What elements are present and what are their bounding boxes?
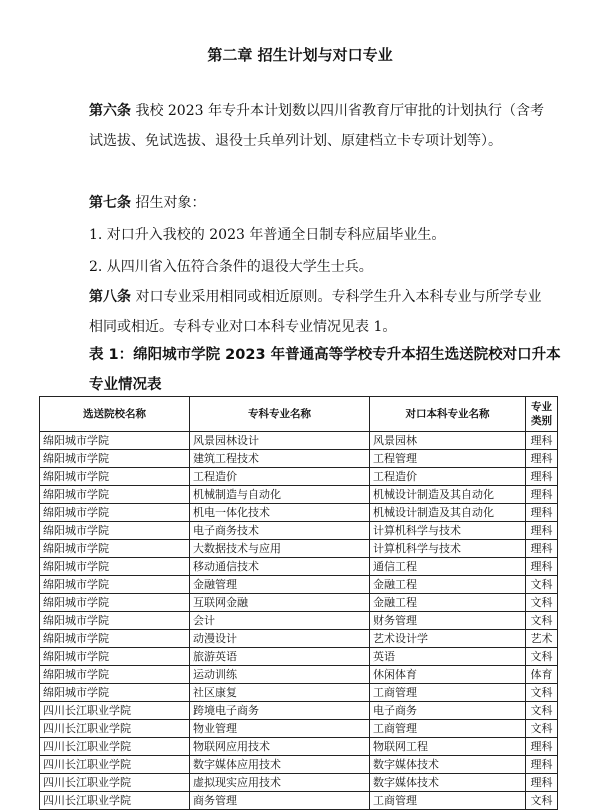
major-mapping-table [39,396,558,810]
cell-junior-major: 移动通信技术 [190,558,370,576]
cell-bachelor-major: 艺术设计学 [370,630,526,648]
cell-junior-major: 金融管理 [190,576,370,594]
table-row [40,684,558,702]
cell-junior-major: 大数据技术与应用 [190,540,370,558]
cell-school: 绵阳城市学院 [40,558,190,576]
table-row [40,540,558,558]
cell-school: 绵阳城市学院 [40,432,190,450]
table-row [40,468,558,486]
cell-category: 文科 [526,594,558,612]
cell-junior-major: 物联网应用技术 [190,738,370,756]
cell-category: 体育 [526,666,558,684]
cell-category: 理科 [526,540,558,558]
cell-category: 文科 [526,648,558,666]
cell-school: 绵阳城市学院 [40,684,190,702]
table-row [40,648,558,666]
cell-category: 文科 [526,792,558,810]
cell-school: 绵阳城市学院 [40,450,190,468]
cell-category: 理科 [526,468,558,486]
cell-junior-major: 电子商务技术 [190,522,370,540]
cell-junior-major: 跨境电子商务 [190,702,370,720]
cell-bachelor-major: 电子商务 [370,702,526,720]
cell-school: 四川长江职业学院 [40,774,190,792]
article-7-text: 招生对象： [131,195,206,211]
cell-category: 文科 [526,684,558,702]
cell-bachelor-major: 工商管理 [370,720,526,738]
cell-bachelor-major: 休闲体育 [370,666,526,684]
cell-school: 绵阳城市学院 [40,468,190,486]
table-row [40,666,558,684]
table-row [40,504,558,522]
table-row [40,558,558,576]
cell-school: 四川长江职业学院 [40,702,190,720]
cell-junior-major: 机电一体化技术 [190,504,370,522]
article-6-lead: 第六条 [89,103,131,119]
cell-junior-major: 商务管理 [190,792,370,810]
cell-school: 绵阳城市学院 [40,630,190,648]
article-7-lead: 第七条 [89,195,131,211]
cell-bachelor-major: 物联网工程 [370,738,526,756]
cell-school: 绵阳城市学院 [40,576,190,594]
cell-junior-major: 互联网金融 [190,594,370,612]
article-8 [89,282,549,342]
table-row [40,774,558,792]
article-7 [89,188,549,218]
table-row [40,756,558,774]
header-category: 专业类别 [526,397,558,432]
cell-bachelor-major: 数字媒体技术 [370,756,526,774]
cell-category: 文科 [526,612,558,630]
cell-junior-major: 社区康复 [190,684,370,702]
article-8-lead: 第八条 [89,289,131,305]
article-8-text: 对口专业采用相同或相近原则。专科学生升入本科专业与所学专业相同或相近。专科专业对口本科专业情况见表 1。 [89,289,542,335]
table-row [40,702,558,720]
chapter-title: 第二章 招生计划与对口专业 [207,46,393,64]
cell-junior-major: 旅游英语 [190,648,370,666]
table-row [40,486,558,504]
cell-category: 理科 [526,450,558,468]
cell-junior-major: 动漫设计 [190,630,370,648]
cell-school: 四川长江职业学院 [40,756,190,774]
cell-school: 四川长江职业学院 [40,792,190,810]
cell-school: 绵阳城市学院 [40,666,190,684]
header-bachelor-major: 对口本科专业名称 [370,397,526,432]
table-row [40,792,558,810]
cell-school: 绵阳城市学院 [40,594,190,612]
cell-category: 理科 [526,486,558,504]
cell-junior-major: 建筑工程技术 [190,450,370,468]
cell-junior-major: 风景园林设计 [190,432,370,450]
cell-bachelor-major: 工商管理 [370,684,526,702]
cell-bachelor-major: 工程管理 [370,450,526,468]
table-row [40,612,558,630]
cell-school: 绵阳城市学院 [40,648,190,666]
cell-category: 艺术 [526,630,558,648]
table-caption: 表 1：绵阳城市学院 2023 年普通高等学校专升本招生选送院校对口升本专业情况表 [89,347,561,393]
cell-category: 文科 [526,720,558,738]
cell-category: 理科 [526,558,558,576]
table-row [40,450,558,468]
cell-bachelor-major: 数字媒体技术 [370,774,526,792]
table-row [40,432,558,450]
cell-category: 文科 [526,576,558,594]
cell-school: 绵阳城市学院 [40,486,190,504]
cell-category: 理科 [526,756,558,774]
cell-school: 四川长江职业学院 [40,738,190,756]
article-6-text: 我校 2023 年专升本计划数以四川省教育厅审批的计划执行（含考试选拔、免试选拔、退役士兵单列计划、原建档立卡专项计划等）。 [89,103,544,149]
cell-school: 绵阳城市学院 [40,522,190,540]
cell-bachelor-major: 金融工程 [370,576,526,594]
header-junior-major: 专科专业名称 [190,397,370,432]
cell-bachelor-major: 机械设计制造及其自动化 [370,486,526,504]
cell-bachelor-major: 计算机科学与技术 [370,522,526,540]
table-header-row [40,397,558,432]
table-row [40,522,558,540]
cell-junior-major: 运动训练 [190,666,370,684]
table-row [40,720,558,738]
cell-bachelor-major: 计算机科学与技术 [370,540,526,558]
table-body [40,432,558,810]
cell-bachelor-major: 财务管理 [370,612,526,630]
cell-bachelor-major: 风景园林 [370,432,526,450]
header-school: 选送院校名称 [40,397,190,432]
cell-bachelor-major: 工商管理 [370,792,526,810]
cell-category: 文科 [526,702,558,720]
table-row [40,738,558,756]
cell-bachelor-major: 工程造价 [370,468,526,486]
article-6 [89,96,549,156]
cell-category: 理科 [526,738,558,756]
cell-junior-major: 工程造价 [190,468,370,486]
cell-bachelor-major: 通信工程 [370,558,526,576]
cell-bachelor-major: 金融工程 [370,594,526,612]
table-row [40,594,558,612]
cell-school: 绵阳城市学院 [40,504,190,522]
cell-bachelor-major: 英语 [370,648,526,666]
cell-junior-major: 物业管理 [190,720,370,738]
cell-school: 绵阳城市学院 [40,612,190,630]
cell-bachelor-major: 机械设计制造及其自动化 [370,504,526,522]
cell-category: 理科 [526,774,558,792]
cell-junior-major: 数字媒体应用技术 [190,756,370,774]
cell-category: 理科 [526,522,558,540]
article-7-item-1: 1. 对口升入我校的 2023 年普通全日制专科应届毕业生。 [89,227,446,243]
cell-school: 四川长江职业学院 [40,720,190,738]
cell-junior-major: 机械制造与自动化 [190,486,370,504]
table-row [40,576,558,594]
article-7-item-2: 2. 从四川省入伍符合条件的退役大学生士兵。 [89,259,373,275]
cell-school: 绵阳城市学院 [40,540,190,558]
cell-category: 理科 [526,432,558,450]
cell-category: 理科 [526,504,558,522]
cell-junior-major: 会计 [190,612,370,630]
cell-junior-major: 虚拟现实应用技术 [190,774,370,792]
table-row [40,630,558,648]
